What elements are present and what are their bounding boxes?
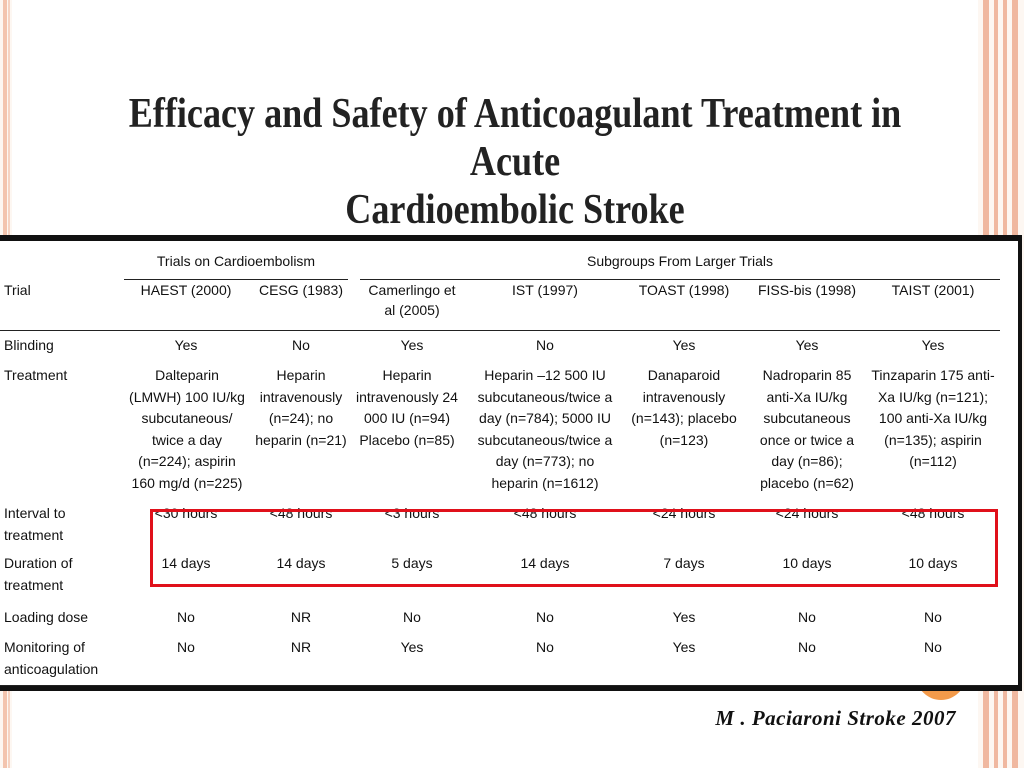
table-cell: <48 hours xyxy=(269,505,333,521)
table-cell: 14 days xyxy=(161,555,211,571)
column-header: CESG (1983) xyxy=(248,280,354,331)
table-cell: Nadroparin 85 anti-Xa IU/kg subcutaneous once or twice a day (n=86); placebo (n=62) xyxy=(759,367,855,491)
column-header: HAEST (2000) xyxy=(124,280,248,331)
table-cell: Danaparoid intravenously (n=143); placebo (n=123) xyxy=(631,367,737,448)
table-cell: 5 days xyxy=(391,555,433,571)
table-row xyxy=(0,601,1000,635)
row-label: Loading dose xyxy=(4,609,89,625)
table-cell: No xyxy=(470,635,620,686)
table-cell: No xyxy=(536,609,554,625)
table-cell: 10 days xyxy=(782,555,832,571)
column-header: TAIST (2001) xyxy=(866,280,1000,331)
table-cell: <48 hours xyxy=(513,505,577,521)
column-header: FISS-bis (1998) xyxy=(748,280,866,331)
table-cell: Dalteparin (LMWH) 100 IU/kg subcutaneous/ twice a day (n=224); aspirin 160 mg/d (n=225) xyxy=(129,367,245,491)
table-cell: <48 hours xyxy=(901,505,965,521)
column-header: Trial xyxy=(0,280,124,331)
table-row xyxy=(0,635,1000,686)
table-cell: Yes xyxy=(672,337,696,353)
column-header: IST (1997) xyxy=(470,280,620,331)
table-cell: No xyxy=(798,609,816,625)
table-cell: No xyxy=(177,609,195,625)
column-header-row xyxy=(0,280,1000,331)
row-label: Monitoring of anticoagulation xyxy=(0,635,124,686)
title-line-2: Cardioembolic Stroke xyxy=(345,187,685,233)
table-cell: Yes xyxy=(795,337,819,353)
table-cell: No xyxy=(866,635,1000,686)
table-cell: Heparin –12 500 IU subcutaneous/twice a day (n=784); 5000 IU subcutaneous/twice a day (n=773); no heparin (n=1612) xyxy=(477,367,613,491)
row-label: Blinding xyxy=(4,337,54,353)
table-cell: NR xyxy=(290,609,312,625)
table-cell: No xyxy=(748,635,866,686)
title-line-1: Efficacy and Safety of Anticoagulant Treatment in Acute xyxy=(128,91,902,185)
row-label: Treatment xyxy=(4,367,68,383)
group-header-cardioembolism: Trials on Cardioembolism xyxy=(124,253,354,280)
table-cell: No xyxy=(124,635,248,686)
table-cell: 14 days xyxy=(276,555,326,571)
table-cell: Heparin intravenously (n=24); no heparin (n=21) xyxy=(255,367,347,448)
row-label: Interval to treatment xyxy=(4,505,66,543)
table-cell: <3 hours xyxy=(384,505,440,521)
table-cell: Tinzaparin 175 anti-Xa IU/kg (n=121); 100 anti-Xa IU/kg (n=135); aspirin (n=112) xyxy=(871,367,995,469)
group-header-larger-trials: Subgroups From Larger Trials xyxy=(354,253,1000,280)
table-cell: No xyxy=(924,609,942,625)
table-cell: 10 days xyxy=(908,555,958,571)
table-cell: Heparin intravenously 24 000 IU (n=94) Placebo (n=85) xyxy=(356,367,458,448)
group-header-row xyxy=(0,253,1000,280)
table-cell: <24 hours xyxy=(775,505,839,521)
slide-title xyxy=(107,90,924,234)
table-cell: Yes xyxy=(921,337,945,353)
column-header: TOAST (1998) xyxy=(620,280,748,331)
table-cell: <24 hours xyxy=(652,505,716,521)
table-cell: NR xyxy=(248,635,354,686)
table-cell: Yes xyxy=(354,635,470,686)
table-cell: 14 days xyxy=(520,555,570,571)
table-cell: Yes xyxy=(174,337,198,353)
table-panel xyxy=(0,235,1022,691)
table-cell: No xyxy=(292,337,310,353)
citation: M . Paciaroni Stroke 2007 xyxy=(715,706,956,730)
table-cell: No xyxy=(403,609,421,625)
table-cell: <30 hours xyxy=(154,505,218,521)
row-label: Duration of treatment xyxy=(4,555,73,593)
table-row xyxy=(0,331,1000,362)
trials-table xyxy=(0,253,1000,686)
table-cell: Yes xyxy=(620,635,748,686)
table-cell: 7 days xyxy=(663,555,705,571)
table-cell: No xyxy=(536,337,554,353)
table-cell: Yes xyxy=(400,337,424,353)
highlight-box xyxy=(150,509,998,587)
table-cell: Yes xyxy=(672,609,696,625)
column-header: Camerlingo et al (2005) xyxy=(354,280,470,331)
table-row xyxy=(0,361,1000,497)
